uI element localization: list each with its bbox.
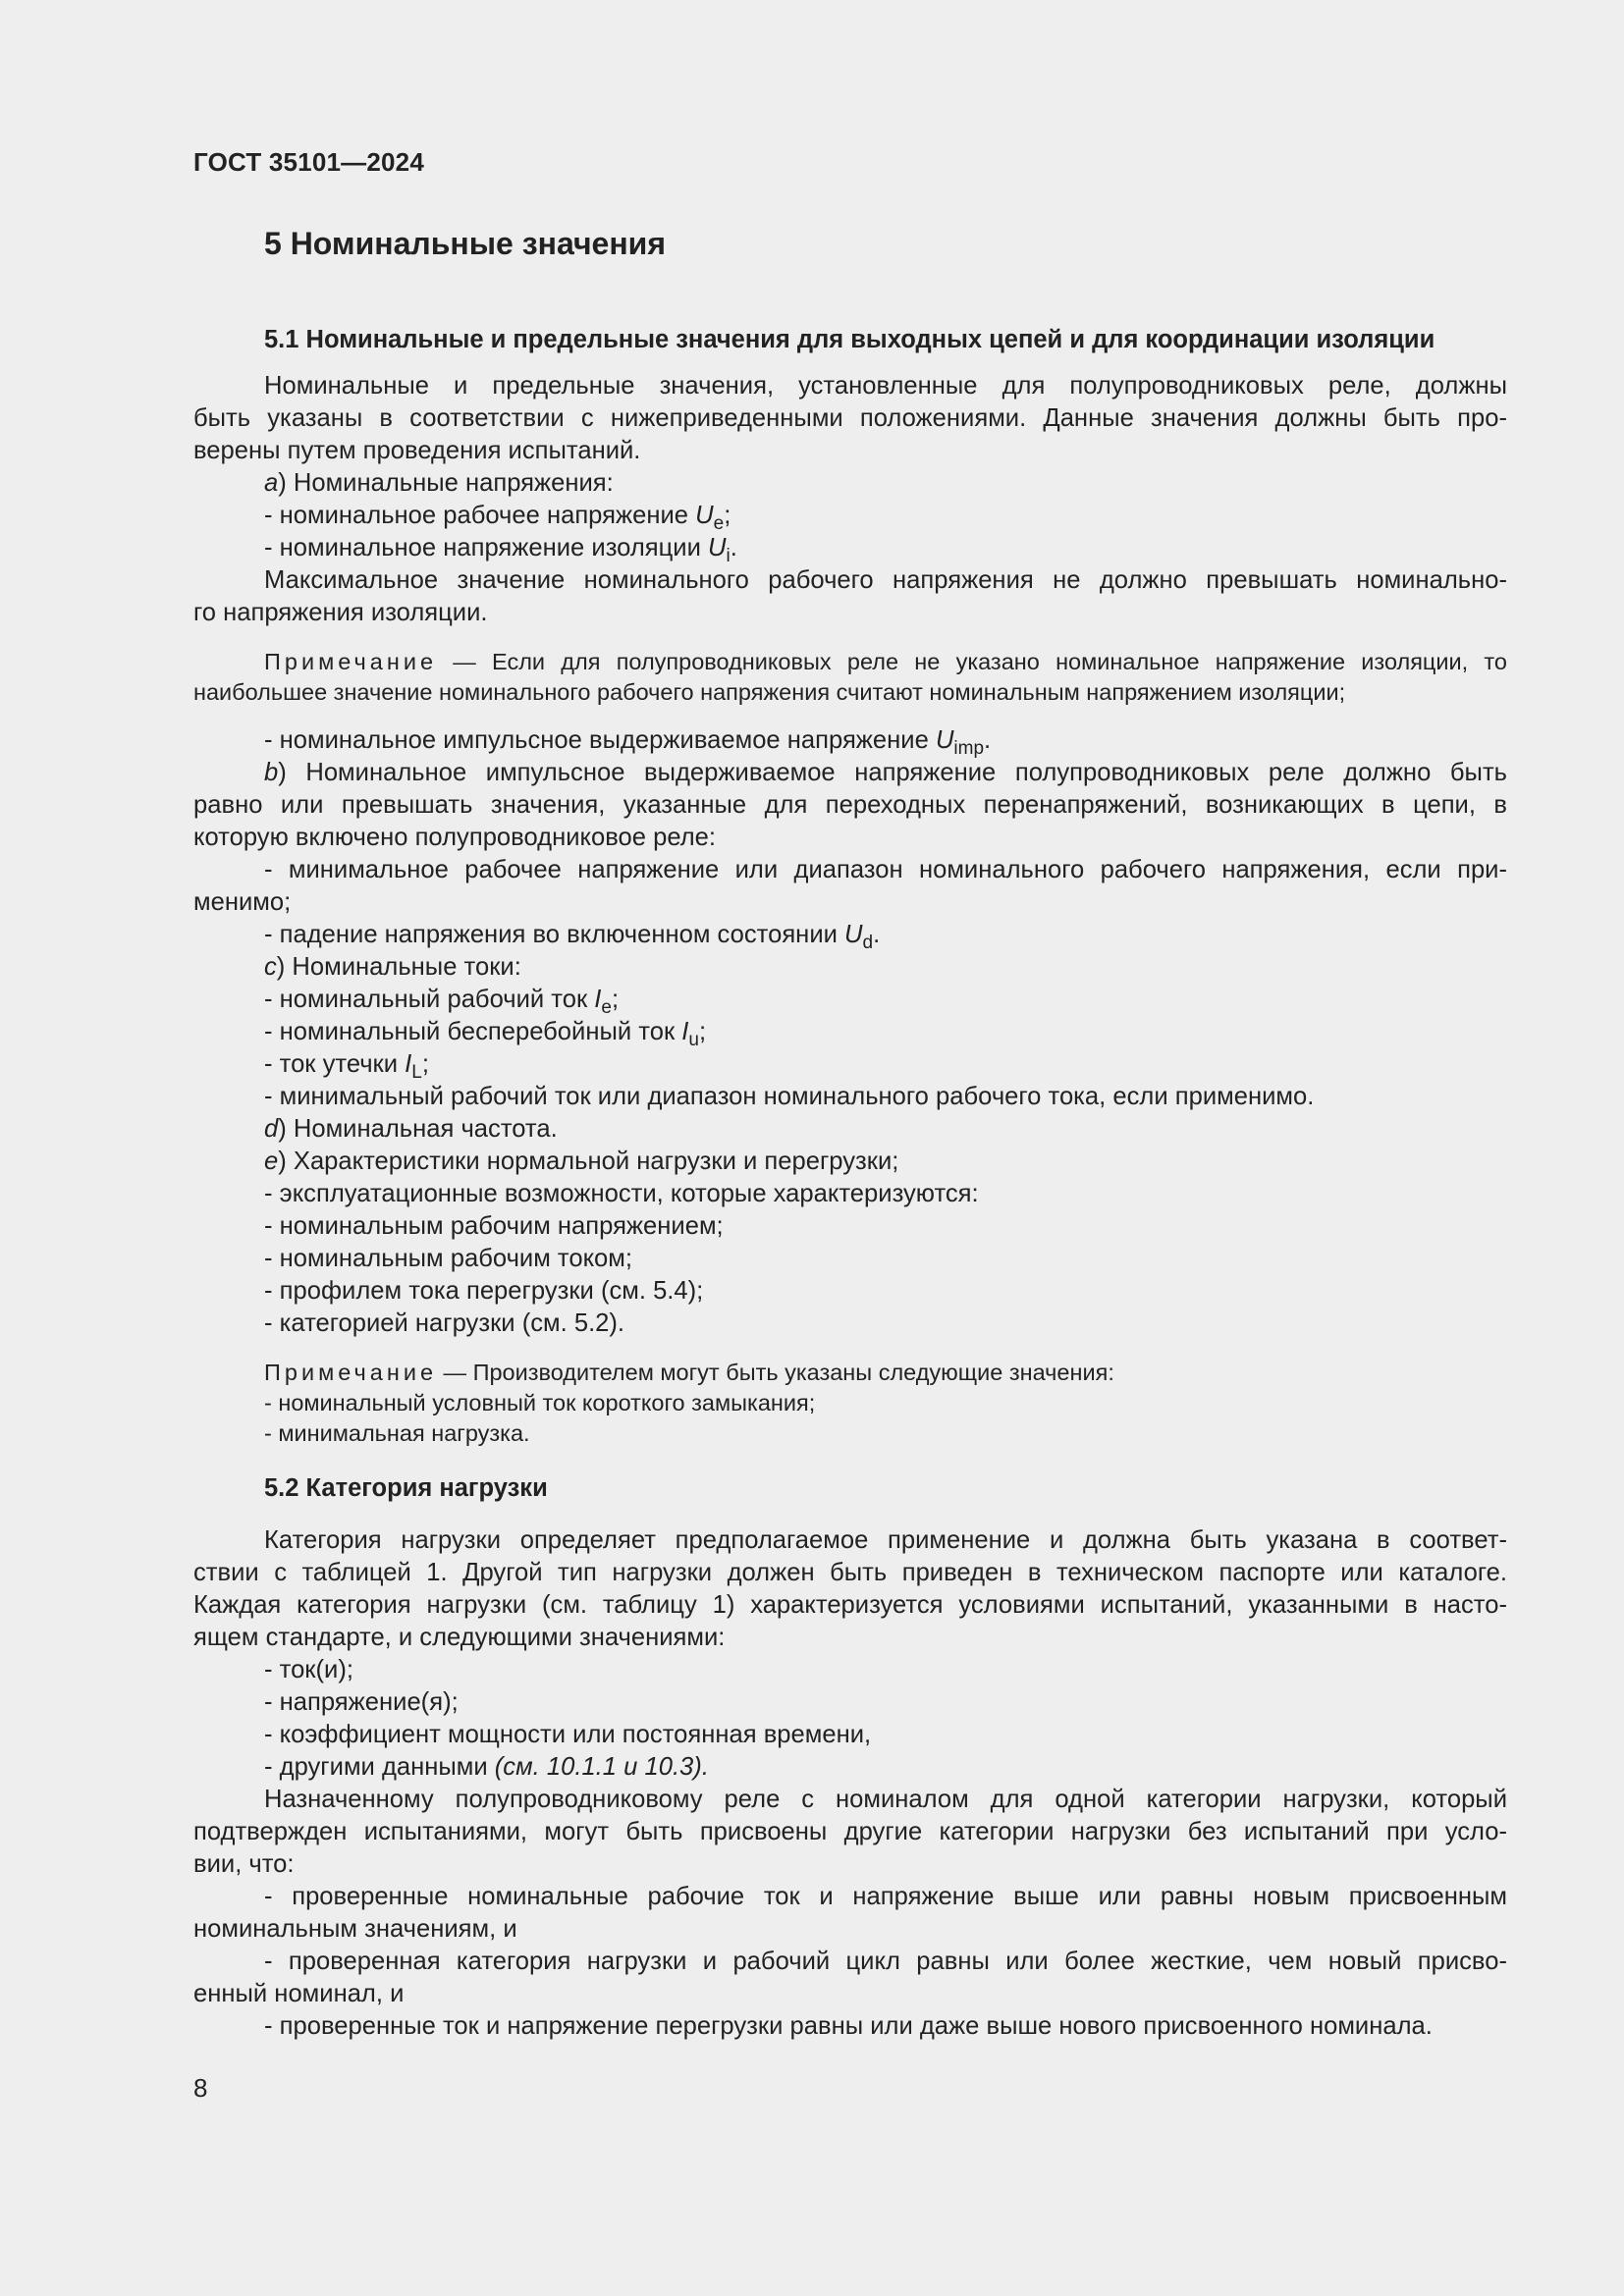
paragraph-line: ствии с таблицей 1. Другой тип нагрузки должен быть приведен в техническом паспорте или каталоге. — [193, 1559, 1507, 1586]
page-content — [193, 220, 1507, 2043]
punctuation: ; — [611, 986, 620, 1013]
paragraph-line: которую включено полупроводниковое реле: — [193, 824, 717, 851]
paragraph-line: Каждая категория нагрузки (см. таблицу 1) характеризуется условиями испытаний, указанными в насто- — [193, 1591, 1507, 1619]
list-letter: d — [264, 1115, 279, 1143]
symbol: I — [405, 1050, 412, 1078]
list-item: - напряжение(я); — [264, 1688, 459, 1716]
punctuation: ; — [421, 1050, 429, 1078]
paragraph-line: равно или превышать значения, указанные для переходных перенапряжений, возникающих в цепи, в — [193, 791, 1507, 819]
list-item: - минимальный рабочий ток или диапазон номинального рабочего тока, если применимо. — [264, 1083, 1315, 1110]
section-5-2-title: 5.2 Категория нагрузки — [264, 1474, 548, 1502]
list-item — [193, 919, 1507, 951]
note-line — [193, 1358, 1507, 1388]
condition-item-continuation: номинальным значениям, и — [193, 1915, 517, 1943]
note-label: Примечание — [264, 1360, 438, 1385]
list-heading-text: ) Характеристики нормальной нагрузки и перегрузки; — [278, 1148, 899, 1175]
note-item: - номинальный условный ток короткого замыкания; — [264, 1390, 816, 1415]
list-item: - номинальным рабочим током; — [264, 1245, 632, 1272]
list-item-text: - номинальное напряжение изоляции — [264, 534, 708, 561]
list-letter: b — [264, 759, 279, 786]
list-item — [193, 724, 1507, 757]
symbol: U — [844, 921, 863, 948]
list-item — [193, 500, 1507, 532]
paragraph-line: верены путем проведения испытаний. — [193, 437, 641, 464]
list-item: - профилем тока перегрузки (см. 5.4); — [264, 1277, 704, 1305]
list-item: - категорией нагрузки (см. 5.2). — [264, 1309, 625, 1337]
symbol-subscript: d — [862, 933, 874, 953]
list-item: - номинальным рабочим напряжением; — [264, 1212, 724, 1240]
list-item-continuation: менимо; — [193, 888, 292, 916]
symbol-subscript: L — [411, 1062, 422, 1083]
symbol-subscript: imp — [953, 738, 985, 759]
list-heading-a — [193, 467, 1507, 500]
punctuation: . — [984, 726, 992, 754]
list-item: - эксплуатационные возможности, которые характеризуются: — [264, 1180, 979, 1207]
paragraph-line: Назначенному полупроводниковому реле с номиналом для одной категории нагрузки, который — [264, 1786, 1507, 1813]
symbol-subscript: u — [688, 1030, 699, 1050]
symbol: U — [707, 534, 727, 561]
list-item: - минимальное рабочее напряжение или диапазон номинального рабочего напряжения, если при- — [264, 856, 1507, 883]
list-item-text: - другими данными — [264, 1753, 495, 1781]
paragraph-line: Номинальные и предельные значения, установленные для полупроводниковых реле, должны — [264, 372, 1507, 400]
condition-item: - проверенные номинальные рабочие ток и напряжение выше или равны новым присвоенным — [264, 1883, 1507, 1910]
section-5-title: 5 Номинальные значения — [264, 226, 667, 261]
note-text: — Если для полупроводниковых реле не указано номинальное напряжение изоляции, то — [437, 649, 1507, 674]
paragraph-line: быть указаны в соответствии с нижеприведенными положениями. Данные значения должны быть про- — [193, 404, 1507, 432]
list-heading-text: ) Номинальная частота. — [278, 1115, 558, 1143]
list-item-text: - ток утечки — [264, 1050, 406, 1078]
list-item — [193, 1048, 1507, 1081]
list-item — [193, 1016, 1507, 1048]
list-heading-text: ) Номинальные токи: — [276, 953, 521, 981]
list-letter: a — [264, 469, 279, 497]
punctuation: . — [873, 921, 881, 948]
paragraph-line: ящем стандарте, и следующими значениями: — [193, 1624, 726, 1651]
paragraph-line: Максимальное значение номинального рабочего напряжения не должно превышать номинально- — [264, 566, 1507, 594]
note-item: - минимальная нагрузка. — [264, 1420, 530, 1446]
punctuation: ; — [698, 1018, 707, 1045]
paragraph-line: Категория нагрузки определяет предполагаемое применение и должна быть указана в соответ- — [264, 1526, 1507, 1554]
list-item: - ток(и); — [264, 1656, 353, 1683]
list-item — [193, 1751, 1507, 1784]
list-item — [193, 984, 1507, 1016]
list-heading-b — [193, 757, 1507, 789]
list-heading-text: ) Номинальное импульсное выдерживаемое напряжение полупроводниковых реле должно быть — [278, 759, 1507, 786]
list-heading-text: ) Номинальные напряжения: — [278, 469, 614, 497]
section-5-1-title: 5.1 Номинальные и предельные значения для выходных цепей и для координации изоляции — [264, 326, 1435, 353]
list-item-text: - номинальный бесперебойный ток — [264, 1018, 682, 1045]
paragraph-line: вии, что: — [193, 1850, 295, 1878]
list-heading-d — [193, 1113, 1507, 1146]
symbol-subscript: e — [601, 997, 612, 1018]
note-block — [193, 647, 1507, 708]
note-line: наибольшее значение номинального рабочего напряжения считают номинальным напряжением изоляции; — [193, 679, 1346, 705]
list-heading-c — [193, 951, 1507, 984]
condition-item: - проверенная категория нагрузки и рабочий цикл равны или более жесткие, чем новый присво- — [264, 1948, 1507, 1975]
list-heading-e — [193, 1146, 1507, 1178]
document-code-header: ГОСТ 35101—2024 — [193, 147, 424, 177]
list-item-text: - номинальный рабочий ток — [264, 986, 595, 1013]
condition-item-continuation: енный номинал, и — [193, 1980, 405, 2007]
condition-item: - проверенные ток и напряжение перегрузки равны или даже выше нового присвоенного номинала. — [264, 2012, 1433, 2040]
paragraph-line: подтвержден испытаниями, могут быть присвоены другие категории нагрузки без испытаний при усло- — [193, 1818, 1507, 1845]
symbol: U — [695, 502, 714, 529]
list-letter: c — [264, 953, 277, 981]
symbol-subscript: i — [726, 546, 731, 566]
list-item-text: - номинальное импульсное выдерживаемое напряжение — [264, 726, 936, 754]
symbol: I — [594, 986, 602, 1013]
list-item-text: - номинальное рабочее напряжение — [264, 502, 696, 529]
list-item: - коэффициент мощности или постоянная времени, — [264, 1721, 872, 1748]
symbol-subscript: e — [713, 513, 725, 534]
punctuation: . — [730, 534, 737, 561]
note-block — [193, 1358, 1507, 1449]
symbol: U — [935, 726, 954, 754]
list-letter: e — [264, 1148, 279, 1175]
cross-reference: (см. 10.1.1 и 10.3). — [494, 1753, 709, 1781]
note-text: — Производителем могут быть указаны следующие значения: — [437, 1360, 1114, 1385]
page-number: 8 — [193, 2073, 208, 2103]
list-item-text: - падение напряжения во включенном состоянии — [264, 921, 845, 948]
paragraph-line: го напряжения изоляции. — [193, 599, 488, 626]
punctuation: ; — [724, 502, 731, 529]
symbol: I — [681, 1018, 689, 1045]
note-line — [193, 647, 1507, 677]
list-item — [193, 532, 1507, 564]
note-label: Примечание — [264, 649, 438, 674]
